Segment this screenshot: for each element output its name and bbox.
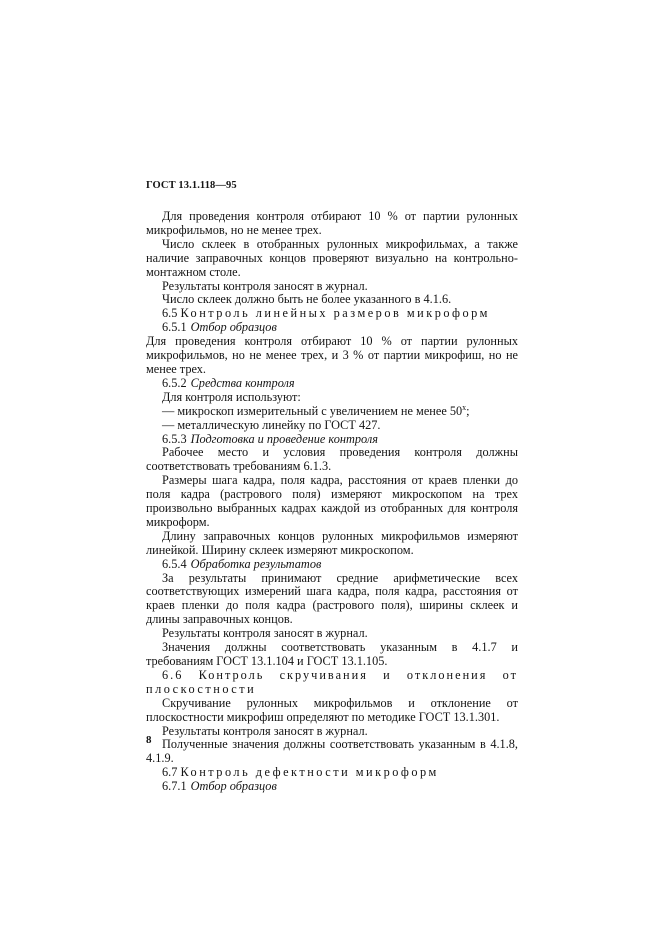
subsection-number: 6.7.1 bbox=[162, 779, 187, 794]
section-number: 6.5 bbox=[162, 306, 178, 321]
subsection-number: 6.5.4 bbox=[162, 556, 187, 571]
paragraph: Результаты контроля заносят в журнал. bbox=[162, 723, 368, 738]
document-body bbox=[146, 210, 518, 794]
list-item-text: — микроскоп измерительный с увеличением не менее 50 bbox=[162, 403, 463, 418]
section-heading-6-7 bbox=[146, 766, 518, 780]
subsection-heading-6-5-4 bbox=[146, 558, 518, 572]
running-header: ГОСТ 13.1.118—95 bbox=[146, 180, 237, 191]
subsection-number: 6.5.1 bbox=[162, 320, 187, 335]
paragraph: Для контроля используют: bbox=[162, 389, 301, 404]
paragraph: Для проведения контроля отбирают 10 % от партии рулонных микрофильмов, но не менее трех, и 3 % от партии микрофиш, но не менее трех. bbox=[146, 334, 518, 376]
subsection-title: Подготовка и проведение контроля bbox=[190, 431, 378, 446]
paragraph: Размеры шага кадра, поля кадра, расстояния от краев пленки до поля кадра (растрового поля) измеряют микроскопом на трех произвольно выбранных кадрах каждой из отобранных для контроля микроформ. bbox=[146, 473, 518, 529]
paragraph: Результаты контроля заносят в журнал. bbox=[162, 278, 368, 293]
subsection-heading-6-5-3 bbox=[146, 433, 518, 447]
subsection-heading-6-7-1 bbox=[146, 780, 518, 794]
section-title-line1: Контроль скручивания и отклонения от bbox=[198, 667, 518, 682]
subsection-heading-6-5-1 bbox=[146, 321, 518, 335]
list-item-end: ; bbox=[466, 403, 470, 418]
subsection-heading-6-5-2 bbox=[146, 377, 518, 391]
paragraph: За результаты принимают средние арифметические всех соответствующих измерений шага кадра, поля кадра, расстояния от краев пленки до поля кадра (растрового поля), ширины склеек и длины заправочных концов. bbox=[146, 570, 518, 627]
subsection-title: Отбор образцов bbox=[190, 779, 277, 794]
paragraph: Скручивание рулонных микрофильмов и отклонение от плоскостности микрофиш определяют по методике ГОСТ 13.1.301. bbox=[146, 695, 518, 724]
subsection-title: Средства контроля bbox=[190, 375, 295, 390]
section-heading-6-5 bbox=[146, 307, 518, 321]
section-number: 6.6 bbox=[162, 667, 184, 682]
section-number: 6.7 bbox=[162, 765, 178, 780]
list-item: — металлическую линейку по ГОСТ 427. bbox=[162, 417, 381, 432]
paragraph: Число склеек должно быть не более указанного в 4.1.6. bbox=[162, 292, 452, 307]
section-title-line2: плоскостности bbox=[146, 681, 257, 696]
subsection-title: Обработка результатов bbox=[190, 556, 322, 571]
list-item bbox=[146, 402, 518, 419]
paragraph: Рабочее место и условия проведения контроля должны соответствовать требованиям 6.1.3. bbox=[146, 445, 518, 474]
subsection-title: Отбор образцов bbox=[190, 320, 277, 335]
paragraph: Результаты контроля заносят в журнал. bbox=[162, 626, 368, 641]
paragraph: Число склеек в отобранных рулонных микрофильмах, а также наличие заправочных концов проверяют визуально на контрольно-монтажном столе. bbox=[146, 236, 518, 279]
subsection-number: 6.5.2 bbox=[162, 375, 187, 390]
subsection-number: 6.5.3 bbox=[162, 431, 187, 446]
paragraph: Для проведения контроля отбирают 10 % от партии рулонных микрофильмов, но не менее трех. bbox=[146, 209, 518, 237]
page-number: 8 bbox=[146, 734, 152, 746]
paragraph: Значения должны соответствовать указанным в 4.1.7 и требованиям ГОСТ 13.1.104 и ГОСТ 13.1.105. bbox=[146, 640, 518, 668]
paragraph: Длину заправочных концов рулонных микрофильмов измеряют линейкой. Ширину склеек измеряют микроскопом. bbox=[146, 528, 518, 557]
section-heading-6-6 bbox=[146, 669, 518, 683]
superscript: х bbox=[462, 402, 467, 412]
section-title: Контроль дефектности микроформ bbox=[180, 765, 439, 780]
section-title: Контроль линейных размеров микроформ bbox=[180, 306, 490, 321]
paragraph: Полученные значения должны соответствовать указанным в 4.1.8, 4.1.9. bbox=[146, 737, 518, 766]
